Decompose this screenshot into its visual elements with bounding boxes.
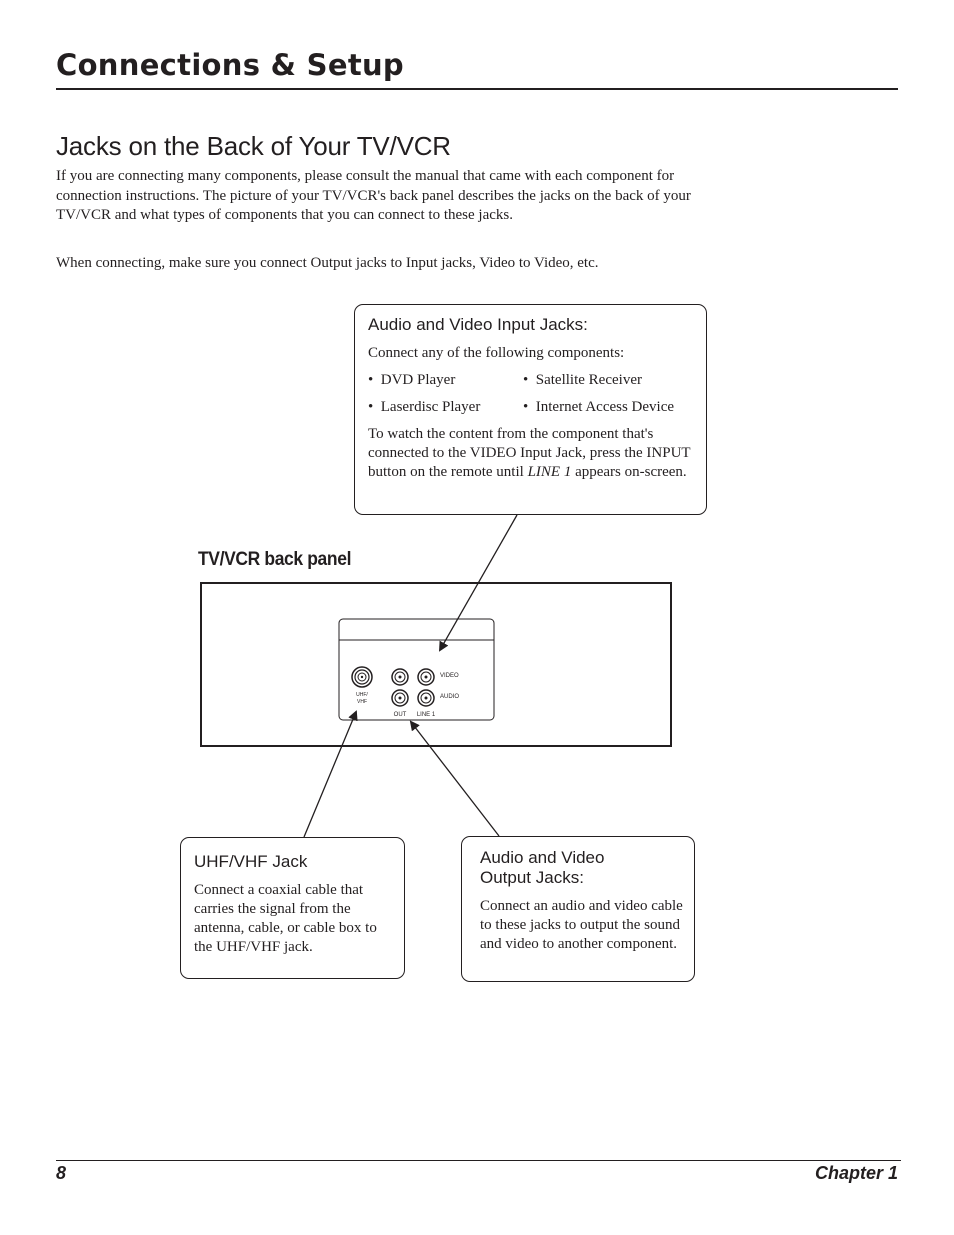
uhf-jack-arrow [304,712,356,837]
back-panel-label: TV/VCR back panel [198,549,352,570]
input-jacks-instruction: To watch the content from the component that's connected to the VIDEO Input Jack, press the INPUT button on the remote until LINE 1 appears on-screen. [368,426,691,480]
output-jacks-title: Audio and Video Output Jacks: [480,848,605,887]
footer-rule [56,1160,901,1161]
rca-audio-in-jack [418,690,434,706]
rca-video-in-jack [418,669,434,685]
page-heading: Jacks on the Back of Your TV/VCR [56,131,451,161]
video-label: VIDEO [440,673,459,679]
output-jacks-callout [461,836,695,982]
input-jacks-title: Audio and Video Input Jacks: [368,315,588,334]
uhf-vhf-title: UHF/VHF Jack [194,852,308,871]
out-label: OUT [393,712,407,718]
list-item: • DVD Player [368,372,456,388]
list-item: • Internet Access Device [523,399,675,415]
rca-audio-out-jack [392,690,408,706]
uhf-vhf-body: Connect a coaxial cable that carries the signal from the antenna, cable, or cable box to the UHF/VHF jack. [194,882,377,955]
rca-video-out-jack [392,669,408,685]
connection-note: When connecting, make sure you connect Output jacks to Input jacks, Video to Video, etc. [56,255,599,271]
intro-paragraph: If you are connecting many components, please consult the manual that came with each component for connection instructions. The picture of your TV/VCR's back panel describes the jacks on the back of your TV/VCR and what types of components that you can connect to these jacks. [56,168,691,223]
input-jacks-lead: Connect any of the following components: [368,345,625,361]
output-jacks-arrow [411,722,499,836]
audio-label: AUDIO [440,694,460,700]
output-jacks-body: Connect an audio and video cable to these jacks to output the sound and video to another component. [480,898,683,952]
list-item: • Satellite Receiver [523,372,642,388]
line1-label: LINE 1 [416,712,436,718]
line1-emphasis: LINE 1 [527,464,572,480]
uhf-label-line1: UHF/ [356,692,368,698]
uhf-vhf-jack [352,667,372,687]
uhf-vhf-callout [180,837,405,979]
list-item: • Laserdisc Player [368,399,481,415]
chapter-label: Chapter 1 [814,1163,898,1183]
uhf-label-line2: VHF [357,699,367,705]
page-number: 8 [56,1163,67,1183]
component-list [368,372,694,416]
input-jacks-callout [354,304,707,515]
section-title: Connections & Setup [56,48,404,82]
back-panel-outline [201,583,671,746]
